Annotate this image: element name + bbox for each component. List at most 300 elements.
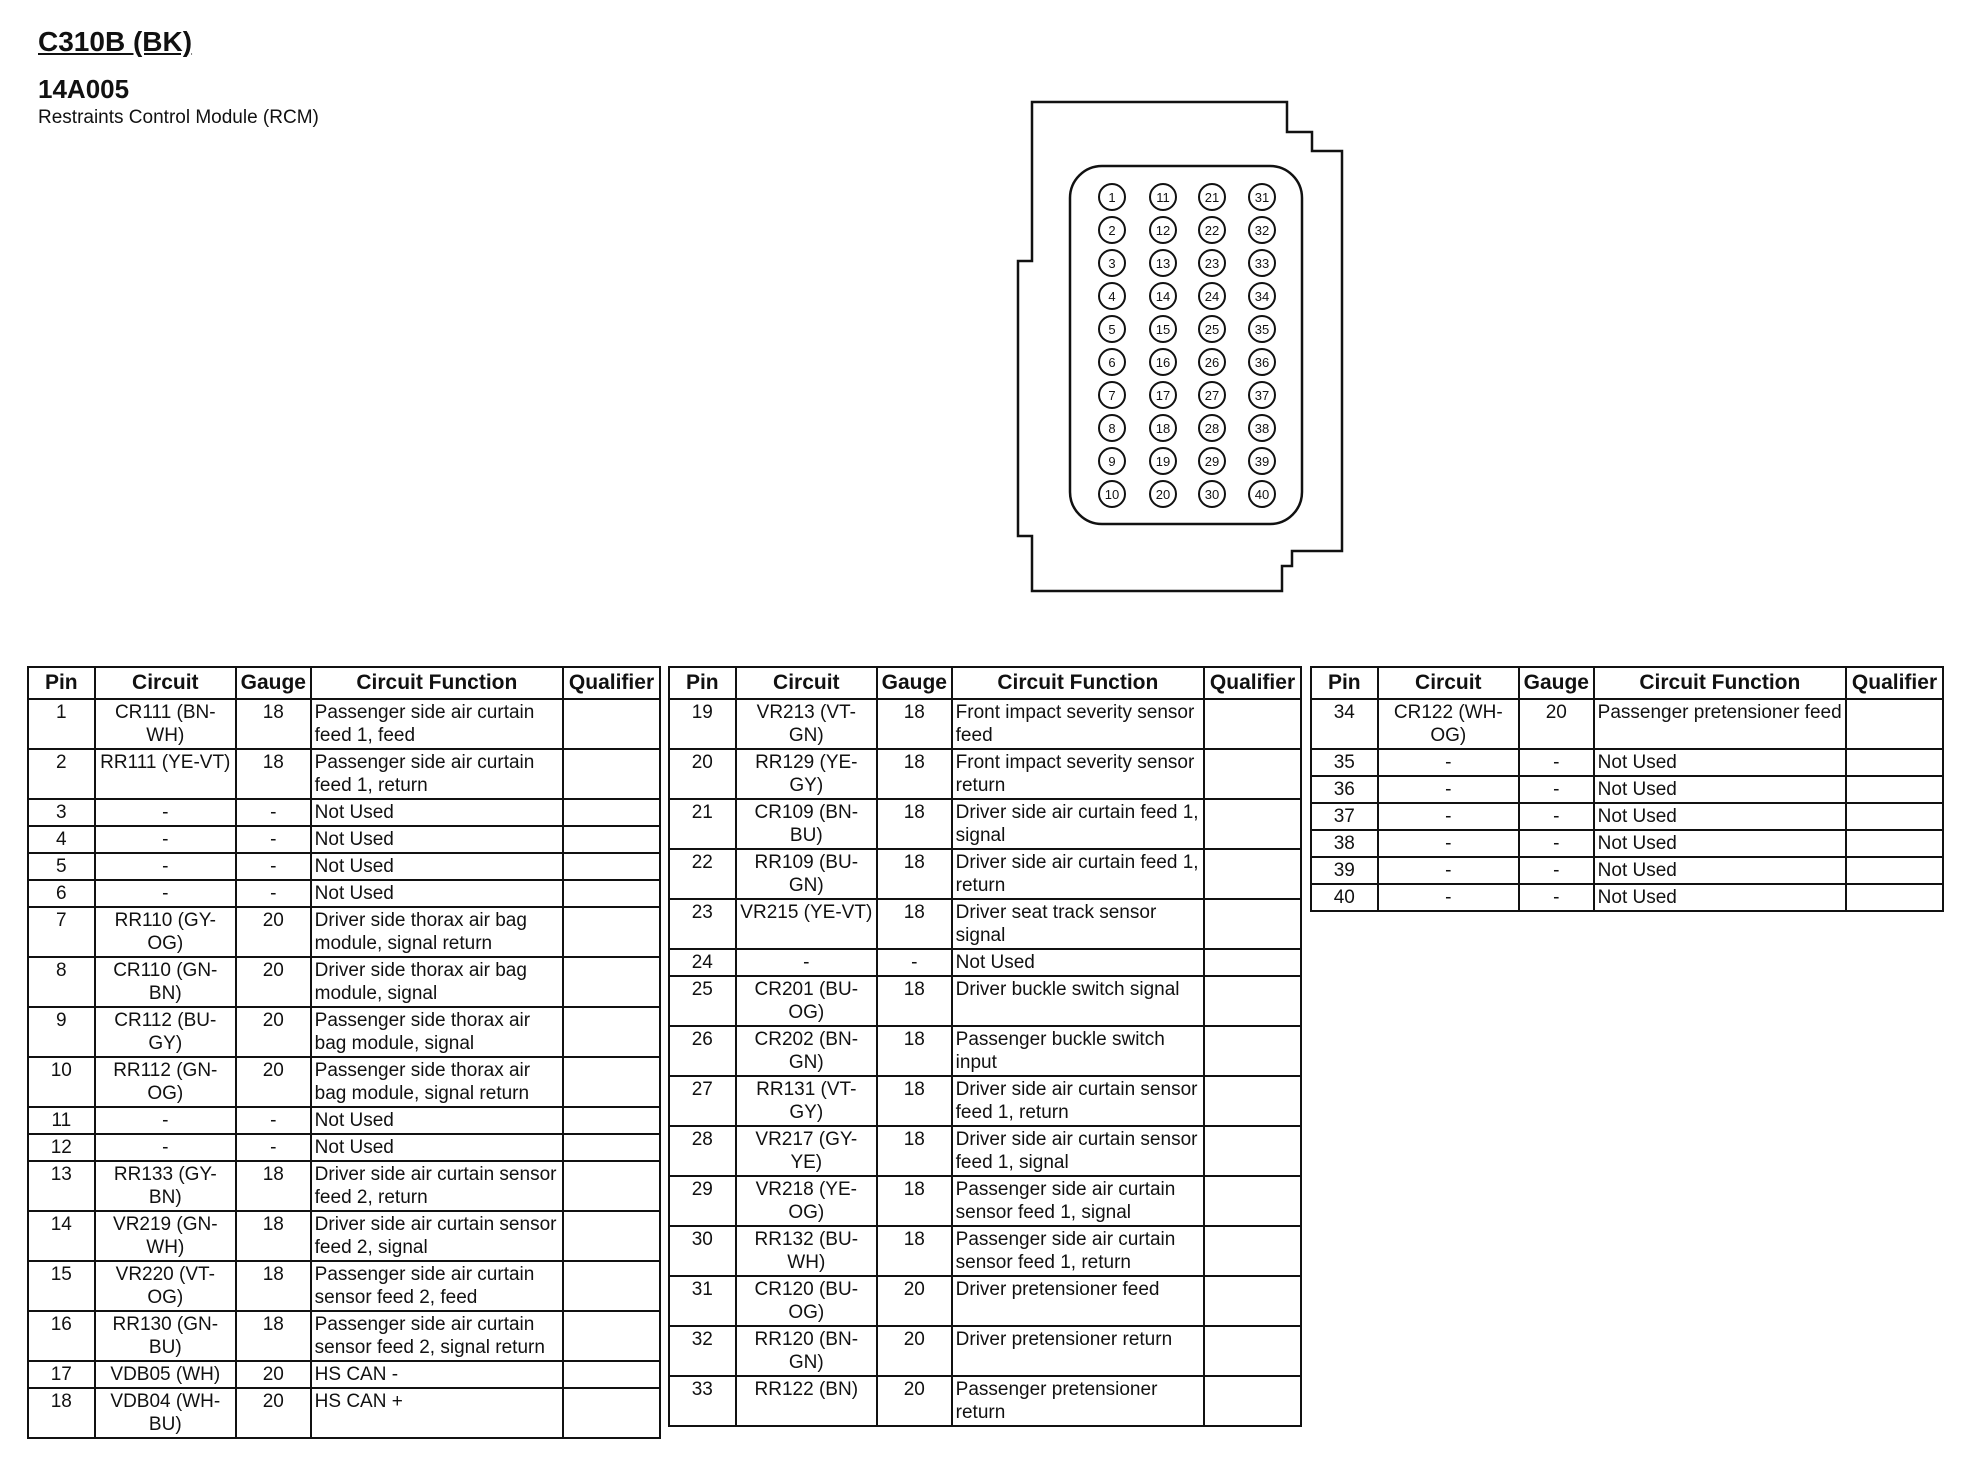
pin-cell: 13 (28, 1161, 95, 1211)
function-cell: Passenger side thorax air bag module, signal (311, 1007, 563, 1057)
table-row (669, 949, 1301, 976)
table-row (28, 1161, 660, 1211)
connector-pin-number: 36 (1254, 355, 1270, 370)
circuit-cell: VR218 (YE-OG) (736, 1176, 877, 1226)
pin-cell: 36 (1311, 776, 1378, 803)
connector-pin (1150, 481, 1176, 507)
qualifier-cell (1846, 699, 1943, 749)
connector-pin (1099, 316, 1125, 342)
table-row (28, 853, 660, 880)
connector-pin (1150, 283, 1176, 309)
table-row (669, 976, 1301, 1026)
gauge-cell: 18 (877, 799, 952, 849)
pin-cell: 32 (669, 1326, 736, 1376)
function-cell: Passenger buckle switch input (952, 1026, 1204, 1076)
circuit-cell: RR109 (BU-GN) (736, 849, 877, 899)
function-cell: Not Used (311, 853, 563, 880)
connector-pin-number: 39 (1254, 454, 1270, 469)
pin-cell: 4 (28, 826, 95, 853)
table-row (28, 699, 660, 749)
col-header-gauge: Gauge (877, 667, 952, 699)
qualifier-cell (1204, 699, 1301, 749)
connector-pin-number: 11 (1156, 190, 1170, 205)
qualifier-cell (563, 1161, 660, 1211)
pin-cell: 33 (669, 1376, 736, 1426)
gauge-cell: 20 (236, 1388, 311, 1438)
table-row (28, 1261, 660, 1311)
circuit-cell: - (95, 1134, 236, 1161)
connector-pin-number: 7 (1108, 388, 1116, 403)
pin-table-3 (1310, 666, 1944, 912)
gauge-cell: 20 (236, 1361, 311, 1388)
table-row (28, 1361, 660, 1388)
pin-cell: 15 (28, 1261, 95, 1311)
connector-pin-number: 8 (1108, 421, 1116, 436)
col-header-qualifier: Qualifier (1846, 667, 1943, 699)
function-cell: Driver side air curtain sensor feed 2, signal (311, 1211, 563, 1261)
table-row (1311, 857, 1943, 884)
connector-pin (1150, 349, 1176, 375)
table-row (28, 1388, 660, 1438)
qualifier-cell (1846, 857, 1943, 884)
connector-pin-number: 37 (1254, 388, 1270, 403)
pin-cell: 18 (28, 1388, 95, 1438)
function-cell: Driver side air curtain feed 1, return (952, 849, 1204, 899)
pin-cell: 35 (1311, 749, 1378, 776)
table-row (669, 1176, 1301, 1226)
gauge-cell: 18 (877, 849, 952, 899)
qualifier-cell (563, 1388, 660, 1438)
qualifier-cell (1204, 1176, 1301, 1226)
gauge-cell: 18 (236, 749, 311, 799)
gauge-cell: 18 (236, 1161, 311, 1211)
connector-pin (1199, 217, 1225, 243)
circuit-cell: RR120 (BN-GN) (736, 1326, 877, 1376)
table-row (28, 1311, 660, 1361)
gauge-cell: 18 (877, 1026, 952, 1076)
connector-pin-number: 19 (1155, 454, 1171, 469)
pin-cell: 21 (669, 799, 736, 849)
connector-pin-number: 4 (1108, 289, 1116, 304)
qualifier-cell (1846, 830, 1943, 857)
function-cell: Not Used (1594, 803, 1846, 830)
function-cell: Not Used (311, 880, 563, 907)
gauge-cell: - (1519, 776, 1594, 803)
gauge-cell: 18 (877, 1076, 952, 1126)
connector-pin-number: 26 (1204, 355, 1220, 370)
gauge-cell: 18 (236, 1311, 311, 1361)
function-cell: Not Used (1594, 749, 1846, 776)
circuit-cell: VR215 (YE-VT) (736, 899, 877, 949)
circuit-cell: - (95, 799, 236, 826)
pin-cell: 17 (28, 1361, 95, 1388)
table-row (1311, 699, 1943, 749)
gauge-cell: 20 (877, 1326, 952, 1376)
qualifier-cell (1204, 1026, 1301, 1076)
function-cell: Driver buckle switch signal (952, 976, 1204, 1026)
circuit-cell: VDB04 (WH-BU) (95, 1388, 236, 1438)
pin-cell: 8 (28, 957, 95, 1007)
function-cell: Not Used (311, 1134, 563, 1161)
pin-table-2 (668, 666, 1302, 1427)
gauge-cell: - (236, 799, 311, 826)
gauge-cell: - (1519, 749, 1594, 776)
pin-cell: 19 (669, 699, 736, 749)
col-header-circuit: Circuit (1378, 667, 1519, 699)
circuit-cell: VR213 (VT-GN) (736, 699, 877, 749)
table-row (28, 907, 660, 957)
connector-pin (1199, 481, 1225, 507)
col-header-gauge: Gauge (236, 667, 311, 699)
connector-pin-number: 2 (1108, 223, 1116, 238)
qualifier-cell (563, 880, 660, 907)
circuit-cell: RR131 (VT-GY) (736, 1076, 877, 1126)
qualifier-cell (1204, 976, 1301, 1026)
circuit-cell: CR122 (WH-OG) (1378, 699, 1519, 749)
connector-pin-number: 16 (1155, 355, 1171, 370)
connector-pin-number: 27 (1204, 388, 1220, 403)
qualifier-cell (563, 957, 660, 1007)
circuit-cell: VR217 (GY-YE) (736, 1126, 877, 1176)
qualifier-cell (563, 799, 660, 826)
col-header-function: Circuit Function (1594, 667, 1846, 699)
connector-pin-number: 15 (1155, 322, 1171, 337)
connector-pin (1199, 250, 1225, 276)
connector-pin (1199, 283, 1225, 309)
connector-pin-number: 33 (1254, 256, 1270, 271)
table-row (669, 1076, 1301, 1126)
pin-cell: 14 (28, 1211, 95, 1261)
gauge-cell: - (236, 1134, 311, 1161)
col-header-circuit: Circuit (95, 667, 236, 699)
gauge-cell: - (236, 826, 311, 853)
connector-pin (1150, 316, 1176, 342)
connector-pin-number: 18 (1155, 421, 1171, 436)
pin-table-1 (27, 666, 661, 1439)
table-row (669, 749, 1301, 799)
function-cell: HS CAN + (311, 1388, 563, 1438)
gauge-cell: 18 (877, 749, 952, 799)
gauge-cell: - (1519, 830, 1594, 857)
pin-cell: 38 (1311, 830, 1378, 857)
col-header-function: Circuit Function (311, 667, 563, 699)
function-cell: Passenger pretensioner feed (1594, 699, 1846, 749)
qualifier-cell (1204, 899, 1301, 949)
function-cell: Not Used (311, 799, 563, 826)
qualifier-cell (563, 1361, 660, 1388)
connector-pin-number: 29 (1204, 454, 1220, 469)
col-header-circuit: Circuit (736, 667, 877, 699)
connector-pin (1249, 349, 1275, 375)
function-cell: Driver side air curtain sensor feed 2, return (311, 1161, 563, 1211)
function-cell: Driver pretensioner feed (952, 1276, 1204, 1326)
connector-pin (1150, 217, 1176, 243)
connector-pin-number: 9 (1108, 454, 1116, 469)
connector-pin-number: 28 (1204, 421, 1220, 436)
connector-pin (1249, 415, 1275, 441)
connector-pin (1249, 217, 1275, 243)
pin-cell: 28 (669, 1126, 736, 1176)
circuit-cell: - (1378, 830, 1519, 857)
qualifier-cell (1204, 1376, 1301, 1426)
circuit-cell: RR129 (YE-GY) (736, 749, 877, 799)
pin-cell: 2 (28, 749, 95, 799)
gauge-cell: 18 (236, 699, 311, 749)
function-cell: Not Used (1594, 857, 1846, 884)
connector-pin (1099, 184, 1125, 210)
function-cell: Not Used (1594, 884, 1846, 911)
qualifier-cell (1204, 849, 1301, 899)
circuit-cell: CR202 (BN-GN) (736, 1026, 877, 1076)
connector-pin-number: 20 (1155, 487, 1171, 502)
connector-pin (1150, 250, 1176, 276)
function-cell: Not Used (1594, 776, 1846, 803)
connector-pin (1099, 448, 1125, 474)
gauge-cell: - (1519, 884, 1594, 911)
gauge-cell: 18 (877, 1126, 952, 1176)
function-cell: Not Used (952, 949, 1204, 976)
table-row (1311, 884, 1943, 911)
pin-cell: 37 (1311, 803, 1378, 830)
gauge-cell: 18 (877, 1226, 952, 1276)
qualifier-cell (563, 1007, 660, 1057)
qualifier-cell (563, 907, 660, 957)
connector-pin-number: 13 (1155, 256, 1171, 271)
qualifier-cell (1846, 803, 1943, 830)
circuit-cell: CR112 (BU-GY) (95, 1007, 236, 1057)
col-header-pin: Pin (1311, 667, 1378, 699)
table-row (28, 957, 660, 1007)
circuit-cell: - (1378, 776, 1519, 803)
connector-pin (1099, 349, 1125, 375)
connector-pin (1249, 316, 1275, 342)
function-cell: Not Used (1594, 830, 1846, 857)
function-cell: Driver side air curtain sensor feed 1, return (952, 1076, 1204, 1126)
pin-cell: 9 (28, 1007, 95, 1057)
qualifier-cell (563, 1134, 660, 1161)
pin-cell: 23 (669, 899, 736, 949)
connector-pin-number: 35 (1254, 322, 1270, 337)
table-row (669, 849, 1301, 899)
qualifier-cell (1204, 749, 1301, 799)
circuit-cell: - (1378, 749, 1519, 776)
circuit-cell: CR120 (BU-OG) (736, 1276, 877, 1326)
qualifier-cell (563, 853, 660, 880)
circuit-cell: - (1378, 857, 1519, 884)
gauge-cell: - (236, 880, 311, 907)
qualifier-cell (563, 1261, 660, 1311)
connector-pin-number: 34 (1254, 289, 1270, 304)
qualifier-cell (1846, 776, 1943, 803)
connector-pin (1249, 481, 1275, 507)
connector-pin (1150, 415, 1176, 441)
connector-pin-number: 12 (1155, 223, 1171, 238)
connector-pin-number: 10 (1104, 487, 1120, 502)
table-row (1311, 830, 1943, 857)
col-header-pin: Pin (28, 667, 95, 699)
qualifier-cell (563, 699, 660, 749)
module-description: Restraints Control Module (RCM) (38, 107, 319, 128)
function-cell: Passenger side air curtain sensor feed 2, signal return (311, 1311, 563, 1361)
pin-cell: 6 (28, 880, 95, 907)
part-number: 14A005 (38, 74, 130, 104)
circuit-cell: CR109 (BN-BU) (736, 799, 877, 849)
pin-cell: 7 (28, 907, 95, 957)
pin-cell: 24 (669, 949, 736, 976)
qualifier-cell (1204, 1276, 1301, 1326)
function-cell: Passenger side air curtain sensor feed 2, feed (311, 1261, 563, 1311)
connector-pin (1199, 415, 1225, 441)
table-row (669, 699, 1301, 749)
gauge-cell: 18 (877, 976, 952, 1026)
connector-pin (1099, 217, 1125, 243)
function-cell: Driver side air curtain feed 1, signal (952, 799, 1204, 849)
table-row (669, 1126, 1301, 1176)
connector-pin (1099, 250, 1125, 276)
function-cell: Driver side air curtain sensor feed 1, signal (952, 1126, 1204, 1176)
connector-pin-number: 38 (1254, 421, 1270, 436)
table-row (28, 799, 660, 826)
pin-cell: 30 (669, 1226, 736, 1276)
circuit-cell: RR130 (GN-BU) (95, 1311, 236, 1361)
function-cell: Not Used (311, 1107, 563, 1134)
connector-pin-number: 32 (1254, 223, 1270, 238)
circuit-cell: RR122 (BN) (736, 1376, 877, 1426)
connector-pin (1249, 448, 1275, 474)
connector-pin-number: 6 (1108, 355, 1116, 370)
connector-pin (1249, 382, 1275, 408)
connector-pin-number: 17 (1155, 388, 1171, 403)
table-row (28, 1211, 660, 1261)
connector-pin-number: 21 (1204, 190, 1220, 205)
gauge-cell: 18 (877, 699, 952, 749)
table-row (669, 1276, 1301, 1326)
table-row (28, 880, 660, 907)
circuit-cell: RR111 (YE-VT) (95, 749, 236, 799)
gauge-cell: - (236, 1107, 311, 1134)
gauge-cell: 20 (1519, 699, 1594, 749)
connector-pin-number: 40 (1254, 487, 1270, 502)
table-row (28, 1007, 660, 1057)
function-cell: Front impact severity sensor return (952, 749, 1204, 799)
qualifier-cell (1846, 884, 1943, 911)
table-row (28, 749, 660, 799)
table-row (669, 1026, 1301, 1076)
qualifier-cell (1204, 1226, 1301, 1276)
table-row (28, 1107, 660, 1134)
function-cell: Passenger side air curtain feed 1, feed (311, 699, 563, 749)
pin-cell: 16 (28, 1311, 95, 1361)
connector-pin (1099, 415, 1125, 441)
pin-cell: 26 (669, 1026, 736, 1076)
pin-cell: 27 (669, 1076, 736, 1126)
connector-pin (1199, 316, 1225, 342)
qualifier-cell (1204, 1126, 1301, 1176)
gauge-cell: 18 (236, 1211, 311, 1261)
qualifier-cell (563, 749, 660, 799)
qualifier-cell (1204, 949, 1301, 976)
pin-grid (1099, 184, 1275, 507)
pin-cell: 39 (1311, 857, 1378, 884)
col-header-pin: Pin (669, 667, 736, 699)
connector-pin (1150, 448, 1176, 474)
connector-pin (1249, 283, 1275, 309)
pin-cell: 25 (669, 976, 736, 1026)
table-row (1311, 803, 1943, 830)
circuit-cell: RR132 (BU-WH) (736, 1226, 877, 1276)
qualifier-cell (1204, 799, 1301, 849)
table-row (1311, 749, 1943, 776)
connector-pin (1099, 283, 1125, 309)
function-cell: Passenger side air curtain sensor feed 1, signal (952, 1176, 1204, 1226)
function-cell: Not Used (311, 826, 563, 853)
col-header-gauge: Gauge (1519, 667, 1594, 699)
pin-cell: 10 (28, 1057, 95, 1107)
pin-cell: 31 (669, 1276, 736, 1326)
gauge-cell: - (1519, 857, 1594, 884)
pin-cell: 22 (669, 849, 736, 899)
gauge-cell: - (236, 853, 311, 880)
pin-cell: 3 (28, 799, 95, 826)
function-cell: Driver seat track sensor signal (952, 899, 1204, 949)
function-cell: Passenger side thorax air bag module, signal return (311, 1057, 563, 1107)
pin-cell: 29 (669, 1176, 736, 1226)
connector-id: C310B (BK) (38, 26, 193, 57)
col-header-qualifier: Qualifier (1204, 667, 1301, 699)
document-header (38, 26, 319, 129)
table-row (669, 899, 1301, 949)
table-row (669, 1326, 1301, 1376)
connector-pin (1099, 481, 1125, 507)
connector-pin (1199, 448, 1225, 474)
table-row (669, 799, 1301, 849)
function-cell: Driver pretensioner return (952, 1326, 1204, 1376)
circuit-cell: RR112 (GN-OG) (95, 1057, 236, 1107)
circuit-cell: VR219 (GN-WH) (95, 1211, 236, 1261)
col-header-qualifier: Qualifier (563, 667, 660, 699)
table-row (28, 1057, 660, 1107)
pin-cell: 34 (1311, 699, 1378, 749)
pin-cell: 1 (28, 699, 95, 749)
connector-pin (1249, 184, 1275, 210)
table-row (1311, 776, 1943, 803)
qualifier-cell (563, 1211, 660, 1261)
gauge-cell: 18 (877, 1176, 952, 1226)
function-cell: Front impact severity sensor feed (952, 699, 1204, 749)
connector-pin-number: 14 (1155, 289, 1171, 304)
gauge-cell: 20 (236, 907, 311, 957)
pin-cell: 11 (28, 1107, 95, 1134)
connector-pin (1199, 184, 1225, 210)
function-cell: Driver side thorax air bag module, signal (311, 957, 563, 1007)
connector-pin-number: 24 (1204, 289, 1220, 304)
table-row (28, 826, 660, 853)
connector-pin-number: 3 (1108, 256, 1116, 271)
connector-pin (1199, 382, 1225, 408)
function-cell: HS CAN - (311, 1361, 563, 1388)
table-row (669, 1226, 1301, 1276)
gauge-cell: 18 (236, 1261, 311, 1311)
circuit-cell: - (95, 853, 236, 880)
function-cell: Passenger pretensioner return (952, 1376, 1204, 1426)
connector-pin-number: 1 (1108, 190, 1116, 205)
circuit-cell: VR220 (VT-OG) (95, 1261, 236, 1311)
circuit-cell: - (736, 949, 877, 976)
qualifier-cell (1204, 1326, 1301, 1376)
gauge-cell: 20 (236, 957, 311, 1007)
circuit-cell: CR110 (GN-BN) (95, 957, 236, 1007)
table-row (28, 1134, 660, 1161)
